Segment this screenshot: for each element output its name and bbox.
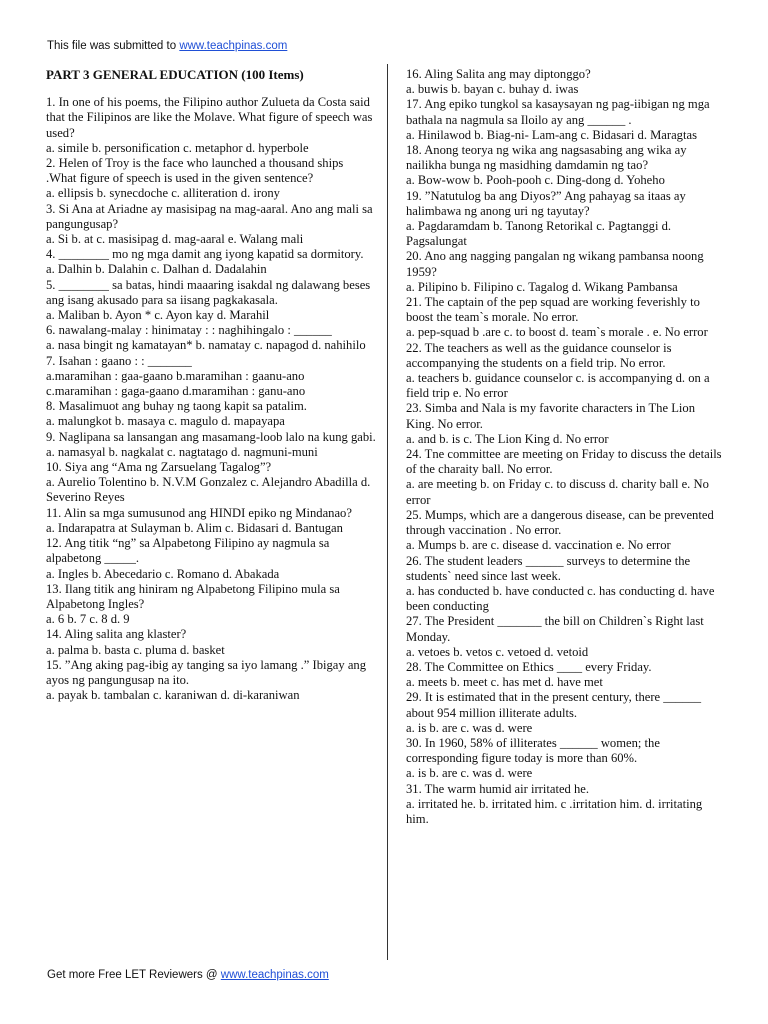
question-text: 16. Aling Salita ang may diptonggo? bbox=[406, 67, 591, 81]
question-text: 6. nawalang-malay : hinimatay : : naghihingalo : ______ bbox=[46, 323, 332, 338]
answer-options: a. vetoes b. vetos c. vetoed d. vetoid bbox=[406, 644, 589, 659]
answer-options: a.maramihan : gaa-gaano b.maramihan : gaanu-ano bbox=[46, 368, 305, 383]
question-item bbox=[46, 627, 376, 657]
answer-options: a. 6 b. 7 c. 8 d. 9 bbox=[46, 612, 130, 627]
answer-options: a. has conducted b. have conducted c. has conducting d. have been conducting bbox=[406, 583, 715, 614]
question-text: 13. Ilang titik ang hiniram ng Alpabetong Filipino mula sa Alpabetong Ingles? bbox=[46, 581, 340, 611]
question-item bbox=[406, 782, 726, 828]
left-column bbox=[46, 67, 376, 703]
question-item bbox=[46, 430, 376, 460]
question-text: 1. In one of his poems, the Filipino author Zulueta da Costa said that the Filipinos are like the Molave. What figure of speech was used? bbox=[46, 95, 373, 140]
question-item bbox=[406, 67, 726, 97]
question-text: 2. Helen of Troy is the face who launched a thousand ships .What figure of speech is used in the given sentence? bbox=[46, 156, 344, 186]
right-question-list bbox=[406, 67, 726, 827]
answer-options: a. Indarapatra at Sulayman b. Alim c. Bidasari d. Bantugan bbox=[46, 520, 343, 535]
answer-options: a. is b. are c. was d. were bbox=[406, 720, 533, 735]
question-item bbox=[46, 506, 376, 536]
question-text: 19. ”Natutulog ba ang Diyos?” Ang pahayag sa itaas ay halimbawa ng anong uri ng tayutay? bbox=[406, 188, 686, 218]
question-item bbox=[406, 736, 726, 782]
question-text: 5. ________ sa batas, hindi maaaring isakdal ng dalawang beses ang isang akusado para sa iisang pagkakasala. bbox=[46, 277, 371, 307]
question-text: 28. The Committee on Ethics ____ every Friday. bbox=[406, 659, 652, 674]
answer-options: a. Bow-wow b. Pooh-pooh c. Ding-dong d. Yoheho bbox=[406, 173, 665, 188]
question-item bbox=[46, 202, 376, 248]
question-text: 27. The President _______ the bill on Children`s Right last Monday. bbox=[406, 614, 704, 644]
answer-options: a. meets b. meet c. has met d. have met bbox=[406, 675, 603, 690]
answer-options: a. Pagdaramdam b. Tanong Retorikal c. Pagtanggi d. Pagsalungat bbox=[406, 219, 672, 249]
question-text: 30. In 1960, 58% of illiterates ______ women; the corresponding figure today is more than 60%. bbox=[406, 735, 660, 766]
question-text: 4. ________ mo ng mga damit ang iyong kapatid sa dormitory. bbox=[46, 247, 364, 262]
answer-options: a. malungkot b. masaya c. magulo d. mapayapa bbox=[46, 414, 285, 429]
left-question-list bbox=[46, 95, 376, 703]
answer-options: a. Maliban b. Ayon * c. Ayon kay d. Marahil bbox=[46, 308, 270, 323]
question-item bbox=[406, 341, 726, 402]
submission-note-text: This file was submitted to bbox=[47, 40, 180, 52]
question-text: 14. Aling salita ang klaster? bbox=[46, 627, 187, 642]
question-text: 15. ”Ang aking pag-ibig ay tanging sa iyo lamang .” Ibigay ang ayos ng pangungusap na ito. bbox=[46, 657, 367, 687]
question-text: 9. Naglipana sa lansangan ang masamang-loob lalo na kung gabi. bbox=[46, 429, 376, 444]
question-item bbox=[46, 536, 376, 582]
question-item bbox=[406, 690, 726, 736]
question-item bbox=[406, 143, 726, 189]
page-title: PART 3 GENERAL EDUCATION (100 Items) bbox=[46, 67, 304, 82]
question-item bbox=[46, 460, 376, 506]
question-text: 7. Isahan : gaano : : _______ bbox=[46, 353, 192, 368]
answer-options: a. palma b. basta c. pluma d. basket bbox=[46, 642, 225, 657]
question-item bbox=[46, 384, 376, 399]
question-text: 24. Tne committee are meeting on Friday to discuss the details of the charaity ball. No error. bbox=[406, 447, 722, 477]
answer-options: a. namasyal b. nagkalat c. nagtatago d. nagmuni-muni bbox=[46, 444, 318, 459]
question-item bbox=[406, 554, 726, 615]
answer-options: a. Si b. at c. masisipag d. mag-aaral e. Walang mali bbox=[46, 232, 304, 247]
teachpinas-footer-link[interactable]: www.teachpinas.com bbox=[220, 969, 329, 981]
question-text: 8. Masalimuot ang buhay ng taong kapit sa patalim. bbox=[46, 399, 307, 414]
question-text: 29. It is estimated that in the present century, there ______ about 954 million illiterate adults. bbox=[406, 690, 702, 720]
question-item bbox=[406, 614, 726, 660]
answer-options: a. teachers b. guidance counselor c. is accompanying d. on a field trip e. No error bbox=[406, 371, 710, 401]
question-item bbox=[406, 295, 726, 341]
submission-note bbox=[47, 40, 287, 52]
question-item bbox=[46, 658, 376, 704]
question-item bbox=[46, 278, 376, 324]
question-item bbox=[406, 508, 726, 554]
question-item bbox=[406, 249, 726, 295]
question-text: 3. Si Ana at Ariadne ay masisipag na mag-aaral. Ano ang mali sa pangungusap? bbox=[46, 201, 373, 231]
question-item bbox=[406, 189, 726, 250]
answer-options: a. irritated he. b. irritated him. c .irritation him. d. irritating him. bbox=[406, 796, 703, 826]
answer-options: a. pep-squad b .are c. to boost d. team`s morale . e. No error bbox=[406, 325, 708, 340]
answer-options: a. ellipsis b. synecdoche c. alliteration d. irony bbox=[46, 186, 280, 201]
question-text: 25. Mumps, which are a dangerous disease, can be prevented through vaccination . No error. bbox=[406, 507, 714, 538]
question-item bbox=[46, 156, 376, 202]
question-text: 23. Simba and Nala is my favorite characters in The Lion King. No error. bbox=[406, 401, 695, 431]
question-text: 20. Ano ang nagging pangalan ng wikang pambansa noong 1959? bbox=[406, 249, 704, 279]
question-item bbox=[46, 323, 376, 353]
footer-note-text: Get more Free LET Reviewers @ bbox=[47, 969, 221, 981]
answer-options: a. is b. are c. was d. were bbox=[406, 766, 533, 781]
question-text: 22. The teachers as well as the guidance counselor is accompanying the students on a field trip. No error. bbox=[406, 340, 672, 370]
answer-options: a. Hinilawod b. Biag-ni- Lam-ang c. Bidasari d. Maragtas bbox=[406, 127, 697, 142]
question-item bbox=[46, 95, 376, 156]
answer-options: a. Mumps b. are c. disease d. vaccination e. No error bbox=[406, 538, 671, 553]
answer-options: a. nasa bingit ng kamatayan* b. namatay c. napagod d. nahihilo bbox=[46, 338, 366, 353]
answer-options: a. payak b. tambalan c. karaniwan d. di-karaniwan bbox=[46, 688, 300, 703]
question-item bbox=[46, 582, 376, 628]
answer-options: a. are meeting b. on Friday c. to discuss d. charity ball e. No error bbox=[406, 477, 709, 507]
right-column bbox=[406, 67, 726, 827]
question-text: 31. The warm humid air irritated he. bbox=[406, 781, 590, 796]
column-divider bbox=[387, 64, 388, 960]
answer-options: a. Pilipino b. Filipino c. Tagalog d. Wikang Pambansa bbox=[406, 279, 678, 294]
footer-note bbox=[47, 969, 329, 981]
question-text: 11. Alin sa mga sumusunod ang HINDI epiko ng Mindanao? bbox=[46, 505, 352, 520]
question-text: 10. Siya ang “Ama ng Zarsuelang Tagalog”? bbox=[46, 460, 272, 475]
question-item bbox=[406, 401, 726, 447]
question-text: 21. The captain of the pep squad are working feverishly to boost the team`s morale. No error. bbox=[406, 295, 700, 325]
answer-options: a. Dalhin b. Dalahin c. Dalhan d. Dadalahin bbox=[46, 262, 267, 277]
question-item bbox=[406, 447, 726, 508]
answer-options: a. buwis b. bayan c. buhay d. iwas bbox=[406, 82, 579, 97]
answer-options: a. and b. is c. The Lion King d. No error bbox=[406, 431, 609, 446]
teachpinas-link[interactable]: www.teachpinas.com bbox=[179, 40, 288, 52]
question-text: 17. Ang epiko tungkol sa kasaysayan ng pag-iibigan ng mga bathala na nagmula sa Iloilo ay ang ______ . bbox=[406, 97, 710, 127]
answer-options: a. Ingles b. Abecedario c. Romano d. Abakada bbox=[46, 566, 280, 581]
answer-options: a. Aurelio Tolentino b. N.V.M Gonzalez c. Alejandro Abadilla d. Severino Reyes bbox=[46, 475, 371, 505]
question-item bbox=[46, 354, 376, 384]
answer-options: a. simile b. personification c. metaphor d. hyperbole bbox=[46, 140, 309, 155]
question-item bbox=[406, 660, 726, 690]
question-item bbox=[46, 247, 376, 277]
question-text: 18. Anong teorya ng wika ang nagsasabing ang wika ay nailikha bunga ng masidhing damdamin ng tao? bbox=[406, 143, 687, 173]
question-item bbox=[406, 97, 726, 143]
question-text: 26. The student leaders ______ surveys to determine the students` need since last week. bbox=[406, 553, 691, 583]
answer-options: c.maramihan : gaga-gaano d.maramihan : ganu-ano bbox=[46, 384, 306, 399]
question-text: 12. Ang titik “ng” sa Alpabetong Filipino ay nagmula sa alpabetong _____. bbox=[46, 536, 330, 566]
question-item bbox=[46, 399, 376, 429]
